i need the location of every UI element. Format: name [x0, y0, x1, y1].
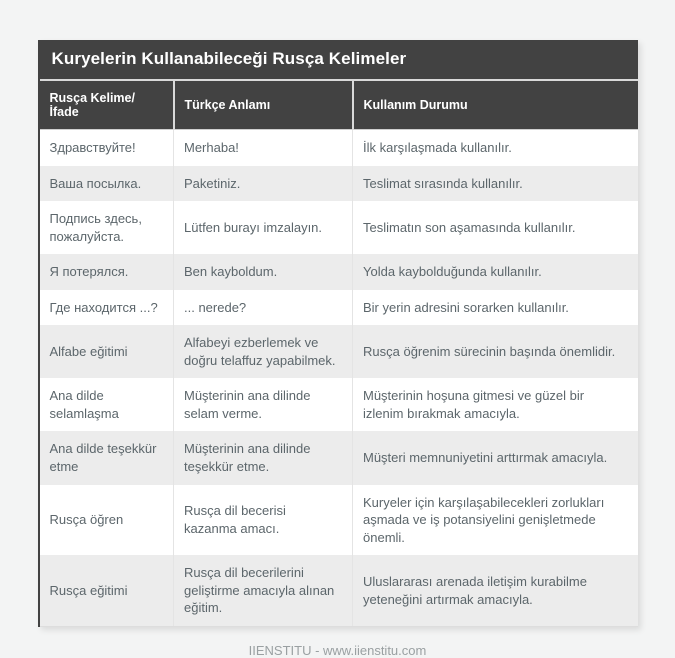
cell-turkish-meaning: Merhaba! — [174, 130, 353, 166]
vocabulary-table — [40, 81, 638, 627]
table-row — [40, 485, 638, 556]
cell-russian-word: Здравствуйте! — [49, 140, 136, 155]
footer-credit: IIENSTITU - www.iienstitu.com — [248, 642, 427, 658]
cell-usage: Yolda kaybolduğunda kullanılır. — [353, 254, 638, 290]
cell-usage: Müşteri memnuniyetini arttırmak amacıyla. — [353, 431, 638, 484]
cell-russian-word: Rusça öğren — [49, 512, 124, 528]
cell-usage: Teslimat sırasında kullanılır. — [353, 166, 638, 202]
table-header — [40, 81, 638, 130]
table-row — [40, 325, 638, 378]
cell-turkish-meaning: Lütfen burayı imzalayın. — [174, 201, 353, 254]
cell-russian-word: Ваша посылка. — [49, 175, 142, 191]
cell-russian-word: Rusça eğitimi — [40, 555, 174, 626]
cell-russian-word: Ana dilde teşekkür etme — [49, 441, 157, 475]
table-title: Kuryelerin Kullanabileceği Rusça Kelimeler — [40, 40, 638, 81]
table-row — [40, 130, 638, 166]
cell-turkish-meaning: Paketiniz. — [174, 166, 353, 202]
cell-usage: İlk karşılaşmada kullanılır. — [353, 130, 638, 166]
table-body — [40, 130, 638, 627]
cell-usage: Rusça öğrenim sürecinin başında önemlidir. — [353, 325, 638, 378]
table-row — [40, 201, 638, 254]
table-row — [40, 166, 638, 202]
cell-usage: Bir yerin adresini sorarken kullanılır. — [353, 290, 638, 326]
cell-turkish-meaning: Rusça dil becerilerini geliştirme amacıyla alınan eğitim. — [174, 555, 353, 626]
table-row — [40, 555, 638, 626]
cell-russian-word: Alfabe eğitimi — [49, 344, 128, 360]
cell-usage: Uluslararası arenada iletişim kurabilme yeteneğini artırmak amacıyla. — [353, 555, 638, 626]
cell-usage: Teslimatın son aşamasında kullanılır. — [353, 201, 638, 254]
cell-turkish-meaning: Müşterinin ana dilinde teşekkür etme. — [174, 431, 353, 484]
cell-turkish-meaning: Rusça dil becerisi kazanma amacı. — [174, 485, 353, 556]
vocabulary-table-card — [38, 40, 638, 627]
cell-turkish-meaning: ... nerede? — [174, 290, 353, 326]
table-row — [40, 431, 638, 484]
cell-turkish-meaning: Müşterinin ana dilinde selam verme. — [174, 378, 353, 431]
cell-russian-word: Ana dilde selamlaşma — [49, 388, 119, 421]
cell-turkish-meaning: Alfabeyi ezberlemek ve doğru telaffuz yapabilmek. — [174, 325, 353, 378]
cell-russian-word: Где находится ...? — [49, 299, 158, 315]
cell-usage: Müşterinin hoşuna gitmesi ve güzel bir izlenim bırakmak amacıyla. — [353, 378, 638, 431]
cell-russian-word: Я потерялся. — [49, 264, 129, 280]
cell-turkish-meaning: Ben kayboldum. — [174, 254, 353, 290]
header-row — [40, 81, 638, 130]
cell-russian-word: Подпись здесь, пожалуйста. — [49, 211, 142, 244]
column-header-turkish-meaning: Türkçe Anlamı — [174, 81, 353, 130]
table-row — [40, 254, 638, 290]
column-header-usage: Kullanım Durumu — [353, 81, 638, 130]
column-header-russian-word: Rusça Kelime/İfade — [40, 81, 174, 130]
table-row — [40, 290, 638, 326]
cell-usage: Kuryeler için karşılaşabilecekleri zorlukları aşmada ve iş potansiyelini genişletmede önemli. — [353, 485, 638, 556]
table-row — [40, 378, 638, 431]
